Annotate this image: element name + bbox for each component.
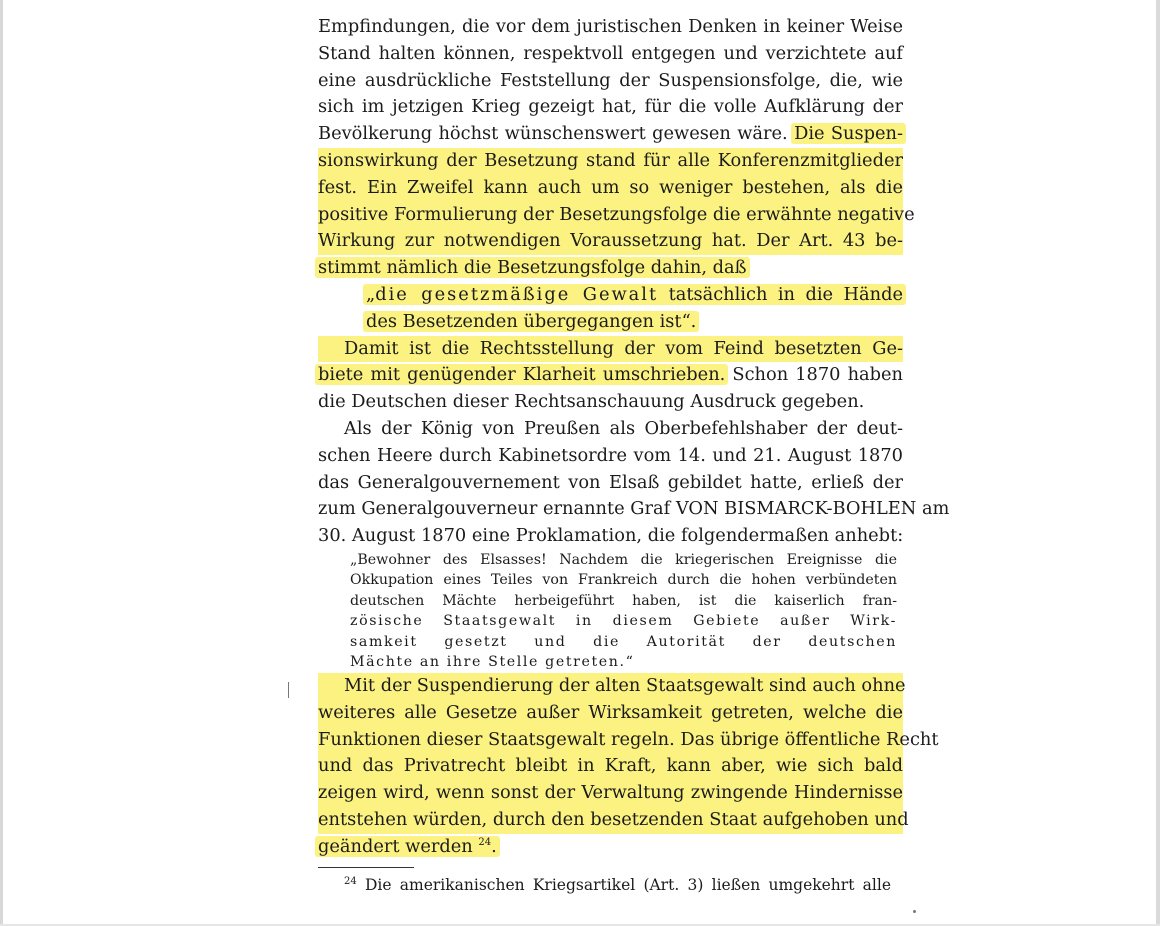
line-text: Empfindungen, die vor dem juristischen Denken in keiner Weise bbox=[318, 16, 903, 37]
line-end: . bbox=[491, 835, 497, 857]
paragraph-suspension bbox=[318, 673, 939, 861]
quote-open: „ bbox=[366, 283, 376, 305]
body-line bbox=[318, 362, 903, 389]
line-text: Stand halten können, respektvoll entgegen und verzichtete auf bbox=[318, 42, 903, 64]
highlighted-line bbox=[318, 673, 906, 700]
line-text: geändert werden bbox=[318, 835, 473, 857]
proclamation-line bbox=[318, 611, 903, 632]
highlighted-line bbox=[318, 727, 939, 754]
highlighted-line bbox=[318, 700, 903, 727]
footnote bbox=[318, 874, 903, 896]
spaced-text: samkeit gesetzt und die Autorität der deutschen bbox=[350, 633, 897, 650]
highlighted-line bbox=[318, 255, 903, 282]
quote-line bbox=[318, 309, 903, 336]
page-right-edge bbox=[1156, 0, 1160, 926]
body-line bbox=[318, 389, 903, 416]
highlighted-line bbox=[318, 336, 903, 363]
margin-mark bbox=[288, 682, 289, 698]
line-text: Okkupation eines Teiles von Frankreich durch die hohen verbündeten bbox=[350, 572, 897, 589]
line-text: Als der König von Preußen als Oberbefehlshaber der deut- bbox=[344, 417, 903, 439]
body-line bbox=[318, 121, 903, 148]
highlighted-text bbox=[318, 836, 497, 857]
highlighted-line bbox=[318, 780, 903, 807]
quote-line bbox=[318, 282, 903, 309]
body-line bbox=[318, 14, 903, 41]
body-line bbox=[318, 470, 903, 497]
highlighted-text: biete mit genügender Klarheit umschrieben. bbox=[318, 364, 726, 386]
body-line bbox=[318, 41, 903, 68]
proclamation-quote bbox=[318, 550, 903, 673]
highlighted-line bbox=[318, 175, 903, 202]
highlighted-line bbox=[318, 202, 915, 229]
highlighted-line bbox=[318, 807, 909, 834]
line-text: sionswirkung der Besetzung stand für alle Konferenzmitglieder bbox=[318, 149, 903, 171]
body-line bbox=[318, 496, 950, 523]
line-text: Schon 1870 haben bbox=[725, 364, 903, 386]
page-left-edge bbox=[0, 0, 3, 926]
proclamation-line bbox=[318, 632, 903, 653]
paragraph-after-quote bbox=[318, 336, 903, 416]
line-text: zum Generalgouverneur ernannte Graf VON BISMARCK-BOHLEN am bbox=[318, 498, 950, 520]
line-text: Damit ist die Rechtsstellung der vom Feind besetzten Ge- bbox=[344, 337, 903, 359]
footnote-text: Die amerikanischen Kriegsartikel (Art. 3) ließen umgekehrt alle bbox=[364, 875, 891, 894]
body-line bbox=[318, 94, 903, 121]
proclamation-line bbox=[318, 550, 903, 571]
line-text: deutschen Mächte herbeigeführt haben, ist die kaiserlich fran- bbox=[350, 592, 897, 609]
line-text: stimmt nämlich die Besetzungsfolge dahin, daß bbox=[318, 257, 747, 279]
line-text: zeigen wird, wenn sonst der Verwaltung zwingende Hindernisse bbox=[318, 782, 903, 804]
highlighted-text: des Besetzenden übergegangen ist“. bbox=[366, 310, 697, 332]
line-text: schen Heere durch Kabinetsordre vom 14. und 21. August 1870 bbox=[318, 444, 903, 466]
body-line bbox=[318, 68, 903, 95]
line-text: sich im jetzigen Krieg gezeigt hat, für die volle Aufklärung der bbox=[318, 96, 903, 118]
line-text: Bevölkerung höchst wünschenswert gewesen wäre. bbox=[318, 123, 795, 145]
line-text: eine ausdrückliche Feststellung der Suspensionsfolge, die, wie bbox=[318, 69, 903, 91]
highlighted-text: Die Suspen- bbox=[794, 123, 903, 145]
footnote-ref: 24 bbox=[478, 836, 492, 848]
proclamation-line bbox=[318, 570, 903, 591]
line-text: Wirkung zur notwendigen Voraussetzung hat. Der Art. 43 be- bbox=[318, 230, 903, 252]
line-text: fest. Ein Zweifel kann auch um so weniger bestehen, als die bbox=[318, 176, 903, 198]
spaced-text: zösische Staatsgewalt in diesem Gebiete außer Wirk- bbox=[350, 613, 897, 630]
line-text: „Bewohner des Elsasses! Nachdem die kriegerischen Ereignisse die bbox=[350, 551, 897, 568]
line-text: weiteres alle Gesetze außer Wirksamkeit getreten, welche die bbox=[318, 701, 903, 723]
scan-dot bbox=[913, 910, 916, 913]
footnote-rule bbox=[318, 867, 414, 868]
highlighted-text bbox=[366, 284, 903, 305]
text-column bbox=[318, 14, 950, 896]
highlighted-line bbox=[318, 228, 903, 255]
body-line bbox=[318, 523, 903, 550]
spaced-words: die gesetzmäßige Gewalt bbox=[375, 283, 659, 305]
line-text: 30. August 1870 eine Proklamation, die folgendermaßen anhebt: bbox=[318, 525, 904, 547]
spaced-text: Mächte an ihre Stelle getreten.“ bbox=[350, 654, 635, 671]
paragraph-intro bbox=[318, 14, 915, 282]
line-text: die Deutschen dieser Rechtsanschauung Ausdruck gegeben. bbox=[318, 391, 865, 413]
art43-quote bbox=[318, 282, 903, 336]
line-text: positive Formulierung der Besetzungsfolge die erwähnte negative bbox=[318, 203, 915, 225]
paragraph-prussia bbox=[318, 416, 950, 550]
body-line bbox=[318, 416, 903, 443]
highlighted-line bbox=[318, 834, 903, 861]
body-line bbox=[318, 443, 903, 470]
quote-rest: tatsächlich in die Hände bbox=[658, 283, 903, 305]
line-text: Mit der Suspendierung der alten Staatsgewalt sind auch ohne bbox=[344, 674, 906, 696]
line-text: Funktionen dieser Staatsgewalt regeln. Das übrige öffentliche Recht bbox=[318, 728, 939, 750]
highlighted-line bbox=[318, 148, 903, 175]
highlighted-line bbox=[318, 753, 903, 780]
proclamation-line bbox=[318, 591, 903, 612]
line-text: das Generalgouvernement von Elsaß gebildet hatte, erließ der bbox=[318, 471, 903, 493]
line-text: entstehen würden, durch den besetzenden Staat aufgehoben und bbox=[318, 808, 909, 830]
proclamation-line bbox=[318, 652, 903, 673]
footnote-number: 24 bbox=[344, 875, 357, 887]
line-text: und das Privatrecht bleibt in Kraft, kann aber, wie sich bald bbox=[318, 755, 903, 777]
